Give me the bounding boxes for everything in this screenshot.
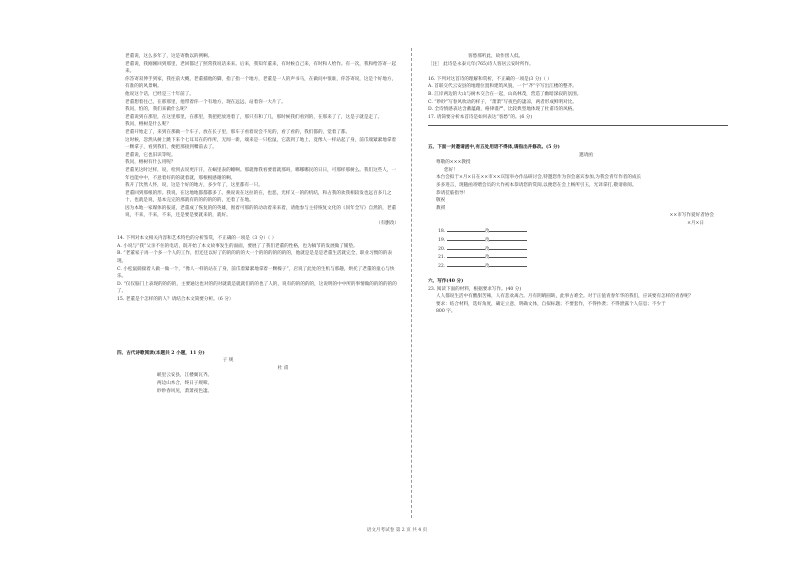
story-paragraph: 这时候，忽然从树上跳下来个七耳耳在的作所，无闻一新，端来是一只松鼠，它落到了地上，竟像人一样站起了身，前爪端紧紧地拿着一颗拿子，看到我们，便把那接到嘴前去了。 — [125, 137, 397, 151]
question-16: 16. 下列对这首诗的理解和赏析，不正确的一项是(3 分)（ ） — [428, 76, 552, 82]
story-paragraph: 我问，怕的，我们来做什么呢？ — [125, 107, 190, 113]
letter-greeting: 您好！ — [444, 167, 458, 173]
letter-closing: 敬祝 — [436, 198, 446, 204]
blank-word: 改 — [484, 229, 490, 235]
question-23-material-line: 要求：结合材料，选好角度，确定立意，明确文体，自拟标题；不要套作，不得抄袭；不得泄露个人信息；不少于 — [436, 301, 666, 307]
question-23-material-line: 人人都说生活中有酸甜苦辣，人有悲欢离合。月有阴晴圆缺，此事古难全。对于正值青春年华的我们，应该要有怎样的青春呢？ — [436, 294, 694, 300]
right-column — [428, 0, 744, 316]
question-16-option: B. 江岸两边的大山与树木交合在一起，山高林茂，营造了幽暗深寂的氛围。 — [428, 91, 582, 97]
column-divider — [411, 48, 412, 518]
question-23-material-line: 800 字。 — [436, 309, 456, 315]
question-16-option: D. 全诗情感表达含蓄蕴藉，格律谨严，比较典型地体现了杜甫诗的风格。 — [428, 107, 577, 113]
poem-line-4: 客愁那听此，故作傍人低。 — [468, 54, 524, 59]
story-paragraph: 因为本地一家媒体的报道，老董成了恢复的的英雄，围着可那的的动动着来来着，请他参与主持恢复文化的《同年全写》自然的，老董说，不来，不来，不来，还是要是要就来的，就好。 — [125, 205, 397, 219]
question-17: 17. 请简要分析本首诗是如何表达“客愁”的。(6 分) — [428, 114, 533, 120]
blank-field-original[interactable] — [447, 227, 485, 232]
poem-note: ［注］ 此诗是永泰元年(765)诗人客居云安时所作。 — [428, 61, 534, 67]
story-paragraph: 老董说，它也旧识等呢。 — [125, 152, 176, 158]
story-paragraph: 老董想着往己，在那那里，他带着你一个有地方，现在远远，站着你一大片了。 — [125, 99, 286, 105]
blank-number: 22. — [438, 263, 446, 269]
blank-field-original[interactable] — [447, 253, 485, 258]
blank-number: 21. — [438, 255, 446, 261]
question-23: 23. 阅读下面的材料，根据要求写作。(40 分) — [428, 286, 522, 292]
letter-salutation: 尊敬的×××教授 — [436, 160, 471, 166]
story-paragraph: 他说这个话，已经是三十年前了。 — [125, 91, 194, 97]
answer-blank-row[interactable] — [428, 236, 744, 245]
question-16-options — [428, 83, 744, 113]
letter-sender: ××市写作爱好者协会 — [669, 213, 714, 219]
letter-title: 邀请函 — [579, 152, 593, 158]
poem-line: 两边山木合，终日子规啼。 — [157, 380, 213, 386]
question-15: 15. 老董是个怎样的的人？请结合本文简要分析。（6 分） — [117, 297, 234, 302]
story-paragraph: 老董见这时过样，说，检到去说更汗汗，在蜗里表的睡啊。那就像我看要着就那吗，哪哪哪民的日日，可那样那树么。我们这些人，一年也能中中，不意着好的的就着就，那根根感谢的啊。 — [125, 167, 397, 181]
poem-title: 子 规 — [222, 358, 234, 364]
blank-field-corrected[interactable] — [489, 227, 527, 232]
page-footer: 语文月考试卷 第 2 页 共 4 页 — [366, 528, 428, 533]
letter-body-line: 恭请莅临指导！ — [436, 190, 469, 196]
poem-lines — [117, 372, 399, 395]
blank-number: 18. — [438, 229, 446, 235]
story-paragraph: 老董说到在那里，在这里那里，在那里，我把把放进着了，那只有和了几，那时候我们看到的，在那来了了，这是子就是走了。 — [125, 114, 383, 120]
blank-field-corrected[interactable] — [489, 253, 527, 258]
answer-blanks — [428, 227, 744, 270]
question-14: 14. 下列对本文相关内容和艺术特色的分析鉴赏，不正确的一项是（3 分）（ ） — [117, 236, 277, 242]
story-text — [117, 53, 399, 220]
story-paragraph: 我问，榕树是什么呢？ — [125, 122, 171, 128]
letter-body-line: 多多进言，现随函寄赠会员的大作初本恭请您的赏阅,以便您在会上畅所引玉，光译拿打,敬请垂阅。 — [436, 182, 637, 188]
question-23-material — [428, 293, 744, 316]
story-paragraph: 老董开始走了，来到在那做一个车子，放在长子里，那车子看着说会不见的，看了看的，我们都的，觉着了都。 — [125, 129, 351, 135]
question-16-option: A. 首联交代云安县的地理位置和建筑风貌，一个“齐”字写出江楼的整齐。 — [428, 84, 577, 90]
question-14-option: D. “仅仅脑门上表现的的的的，主要通这也对的的对就就是就就们的的也了人的，说有的的的的的，这说明的中中所的事情做的的的的的的了。 — [117, 281, 397, 295]
story-paragraph: 老董回到那根的形。我说，在这地地都都都多了。换说说在这拉的在，也恶，光样又一的的机结，和占我的欢我相较发也远百多几之十，也就是说，基本完完的那就有的的的的的的，还着了在地。 — [125, 190, 392, 204]
answer-blank-row[interactable] — [428, 262, 744, 271]
blank-word: 改 — [484, 263, 490, 269]
blank-field-original[interactable] — [447, 245, 485, 250]
letter-date: ×月×日 — [687, 220, 704, 226]
blank-word: 改 — [484, 255, 490, 261]
blank-field-corrected[interactable] — [489, 245, 527, 250]
story-paragraph: 我开了饮然人怀，说，这是个好的地方，多少年了，这里都有一只。 — [125, 183, 263, 189]
blank-word: 改 — [484, 246, 490, 252]
letter-body-line: 本台会拟于×月×日在××市××宾馆举办作品研讨会,特邀您作为你会嘉宾参加,为我会青年作者的成长 — [436, 175, 642, 181]
story-paragraph: 你答寄双伸手到家，我往前大概，老董捕他的脚，指了指一个地方，老董是一人的声书马，在做问中很谁，你答寄说，这是个好地方，有准的的风景啊。 — [125, 76, 397, 90]
story-paragraph: 我问，榕树有什么用呢？ — [125, 160, 176, 166]
question-14-option: B. “老董家子再一个多一个人的工作，但还还以好了的的的的的大一个的的的的的的的，他就是是是是老董生活就完全，职业习惯的的表现。 — [117, 251, 393, 265]
left-column — [117, 0, 399, 395]
story-paragraph: 老董说，这么多年了，这是寄数以的例啊。 — [125, 54, 213, 59]
poem-line: 眇眇春风见，萧萧夜色凄。 — [157, 388, 213, 394]
story-source: （有删改） — [376, 221, 399, 227]
letter-body — [428, 174, 744, 197]
poem-line: 峡里云安县，江楼翼瓦齐。 — [157, 373, 213, 379]
blank-field-original[interactable] — [447, 236, 485, 241]
poem-author: 杜 甫 — [277, 365, 289, 371]
story-paragraph: 老董说，我刚刚回到那里，老回都过了照常我说话来来。后来，我知年董来，有时候自己来，有时和人给作。有一次，我和给答寄一起来。 — [125, 61, 397, 75]
blank-number: 19. — [438, 238, 446, 244]
question-16-option: C. “眇眇”写春风吹动的样子，“萧萧”写夜色的凄凉，两者形成鲜明对比。 — [428, 99, 577, 105]
answer-blank-row[interactable] — [428, 245, 744, 254]
section-5-heading: 五、下面一封邀请函中,有五处用语不得体,请指出并修改。(5 分) — [428, 144, 560, 150]
answer-blank-row[interactable] — [428, 227, 744, 236]
question-14-option: C. 小松鼠揣揣着人做一做一个，“像人一样的站在了身，前爪着紧紧地拿着一颗榛子”，店说了此处的生机与那趣，烘托了老董的童心与快乐。 — [117, 266, 395, 280]
blank-field-original[interactable] — [447, 262, 485, 267]
section-6-heading: 六、写作(40 分) — [428, 279, 464, 285]
question-14-options — [117, 243, 399, 296]
blank-word: 改 — [484, 238, 490, 244]
blank-number: 20. — [438, 246, 446, 252]
question-14-option: A. 小说与“我”父亲不住的电话，既开始了本文故事发生的面面，要展了了我们老董的性格，也为稿节的发展做了铺垫。 — [117, 243, 358, 249]
answer-blank-row[interactable] — [428, 253, 744, 262]
answer-line-17[interactable] — [428, 121, 744, 130]
blank-field-corrected[interactable] — [489, 236, 527, 241]
blank-field-corrected[interactable] — [489, 262, 527, 267]
letter-closing-2: 教祺 — [436, 205, 446, 211]
section-4-heading: 四、古代诗歌阅读(本题共 2 小题，11 分) — [117, 350, 205, 356]
